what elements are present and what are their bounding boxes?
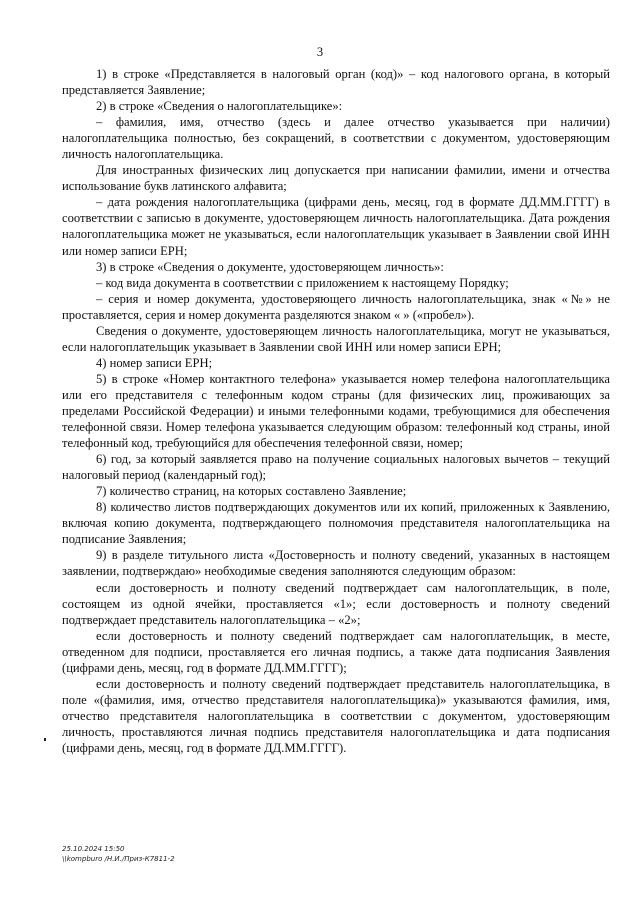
paragraph-3: – фамилия, имя, отчество (здесь и далее отчество указывается при наличии) налогоплательщика полностью, без сокращений, в соответствии с документом, удостоверяющим личность налогоплательщика.: [62, 115, 610, 162]
paragraph-1: 1) в строке «Представляется в налоговый орган (код)» – код налогового органа, в который представляется Заявление;: [62, 67, 610, 98]
paragraph-16: если достоверность и полноту сведений подтверждает сам налогоплательщик, в поле, состоящем из одной ячейки, проставляется «1»; если достоверность и полноту сведений подтверждает представитель налогоплательщика – «2»;: [62, 580, 610, 627]
paragraph-18: если достоверность и полноту сведений подтверждает представитель налогоплательщика, в поле «(фамилия, имя, отчество представителя налогоплательщика)» указываются фамилия, имя, отчество представителя налогоплательщика в соответствии с документом, удостоверяющим личность, проставляются личная подпись представителя налогоплательщика и дата подписания (цифрами день, месяц, год в формате ДД.ММ.ГГГГ).: [62, 676, 610, 755]
paragraph-6: 3) в строке «Сведения о документе, удостоверяющем личность»:: [96, 259, 444, 274]
scan-speck: [44, 738, 46, 741]
paragraph-7: – код вида документа в соответствии с приложением к настоящему Порядку;: [96, 275, 509, 290]
paragraph-9: Сведения о документе, удостоверяющем личность налогоплательщика, могут не указываться, если налогоплательщик указывает в Заявлении свой ИНН или номер записи ЕРН;: [62, 323, 610, 354]
footer: [62, 844, 175, 864]
paragraph-12: 6) год, за который заявляется право на получение социальных налоговых вычетов – текущий налоговый период (календарный год);: [62, 452, 610, 483]
paragraph-5: – дата рождения налогоплательщика (цифрами день, месяц, год в формате ДД.ММ.ГГГГ) в соответствии с записью в документе, удостоверяющем личность налогоплательщика. Дата рождения налогоплательщика может не указываться, если налогоплательщик указывает в Заявлении свой ИНН или номер записи ЕРН;: [62, 195, 610, 258]
paragraph-11: 5) в строке «Номер контактного телефона» указывается номер телефона налогоплательщика или его представителя с телефонным кодом страны (для физических лиц, проживающих за пределами Российской Федерации) и иными телефонными кодами, требующимися для обеспечения телефонной связи. Номер телефона указывается следующим образом: телефонный код страны, иной телефонный код, требующийся для обеспечения телефонной связи, номер;: [62, 371, 610, 451]
paragraph-17: если достоверность и полноту сведений подтверждает сам налогоплательщик, в месте, отведенном для подписи, проставляется его личная подпись, а также дата подписания Заявления (цифрами день, месяц, год в формате ДД.ММ.ГГГГ);: [62, 628, 610, 675]
document-body: [62, 66, 610, 756]
paragraph-4: Для иностранных физических лиц допускается при написании фамилии, имени и отчества использование букв латинского алфавита;: [62, 163, 610, 194]
paragraph-13: 7) количество страниц, на которых составлено Заявление;: [96, 484, 407, 499]
footer-file-path: \\kompburo /Н.И./Приз-К7811-2: [62, 855, 175, 863]
page-number: 3: [316, 45, 324, 59]
footer-timestamp: 25.10.2024 15:50: [62, 845, 125, 853]
paragraph-8: – серия и номер документа, удостоверяющего личность налогоплательщика, знак «№» не проставляется, серия и номер документа разделяются знаком « » («пробел»).: [62, 291, 610, 322]
paragraph-10: 4) номер записи ЕРН;: [96, 355, 213, 370]
paragraph-2: 2) в строке «Сведения о налогоплательщике»:: [96, 99, 343, 114]
paragraph-15: 9) в разделе титульного листа «Достоверность и полноту сведений, указанных в настоящем заявлении, подтверждаю» необходимые сведения заполняются следующим образом:: [62, 548, 610, 579]
paragraph-14: 8) количество листов подтверждающих документов или их копий, приложенных к Заявлению, включая копию документа, подтверждающего полномочия представителя налогоплательщика на подписание Заявления;: [62, 500, 610, 547]
